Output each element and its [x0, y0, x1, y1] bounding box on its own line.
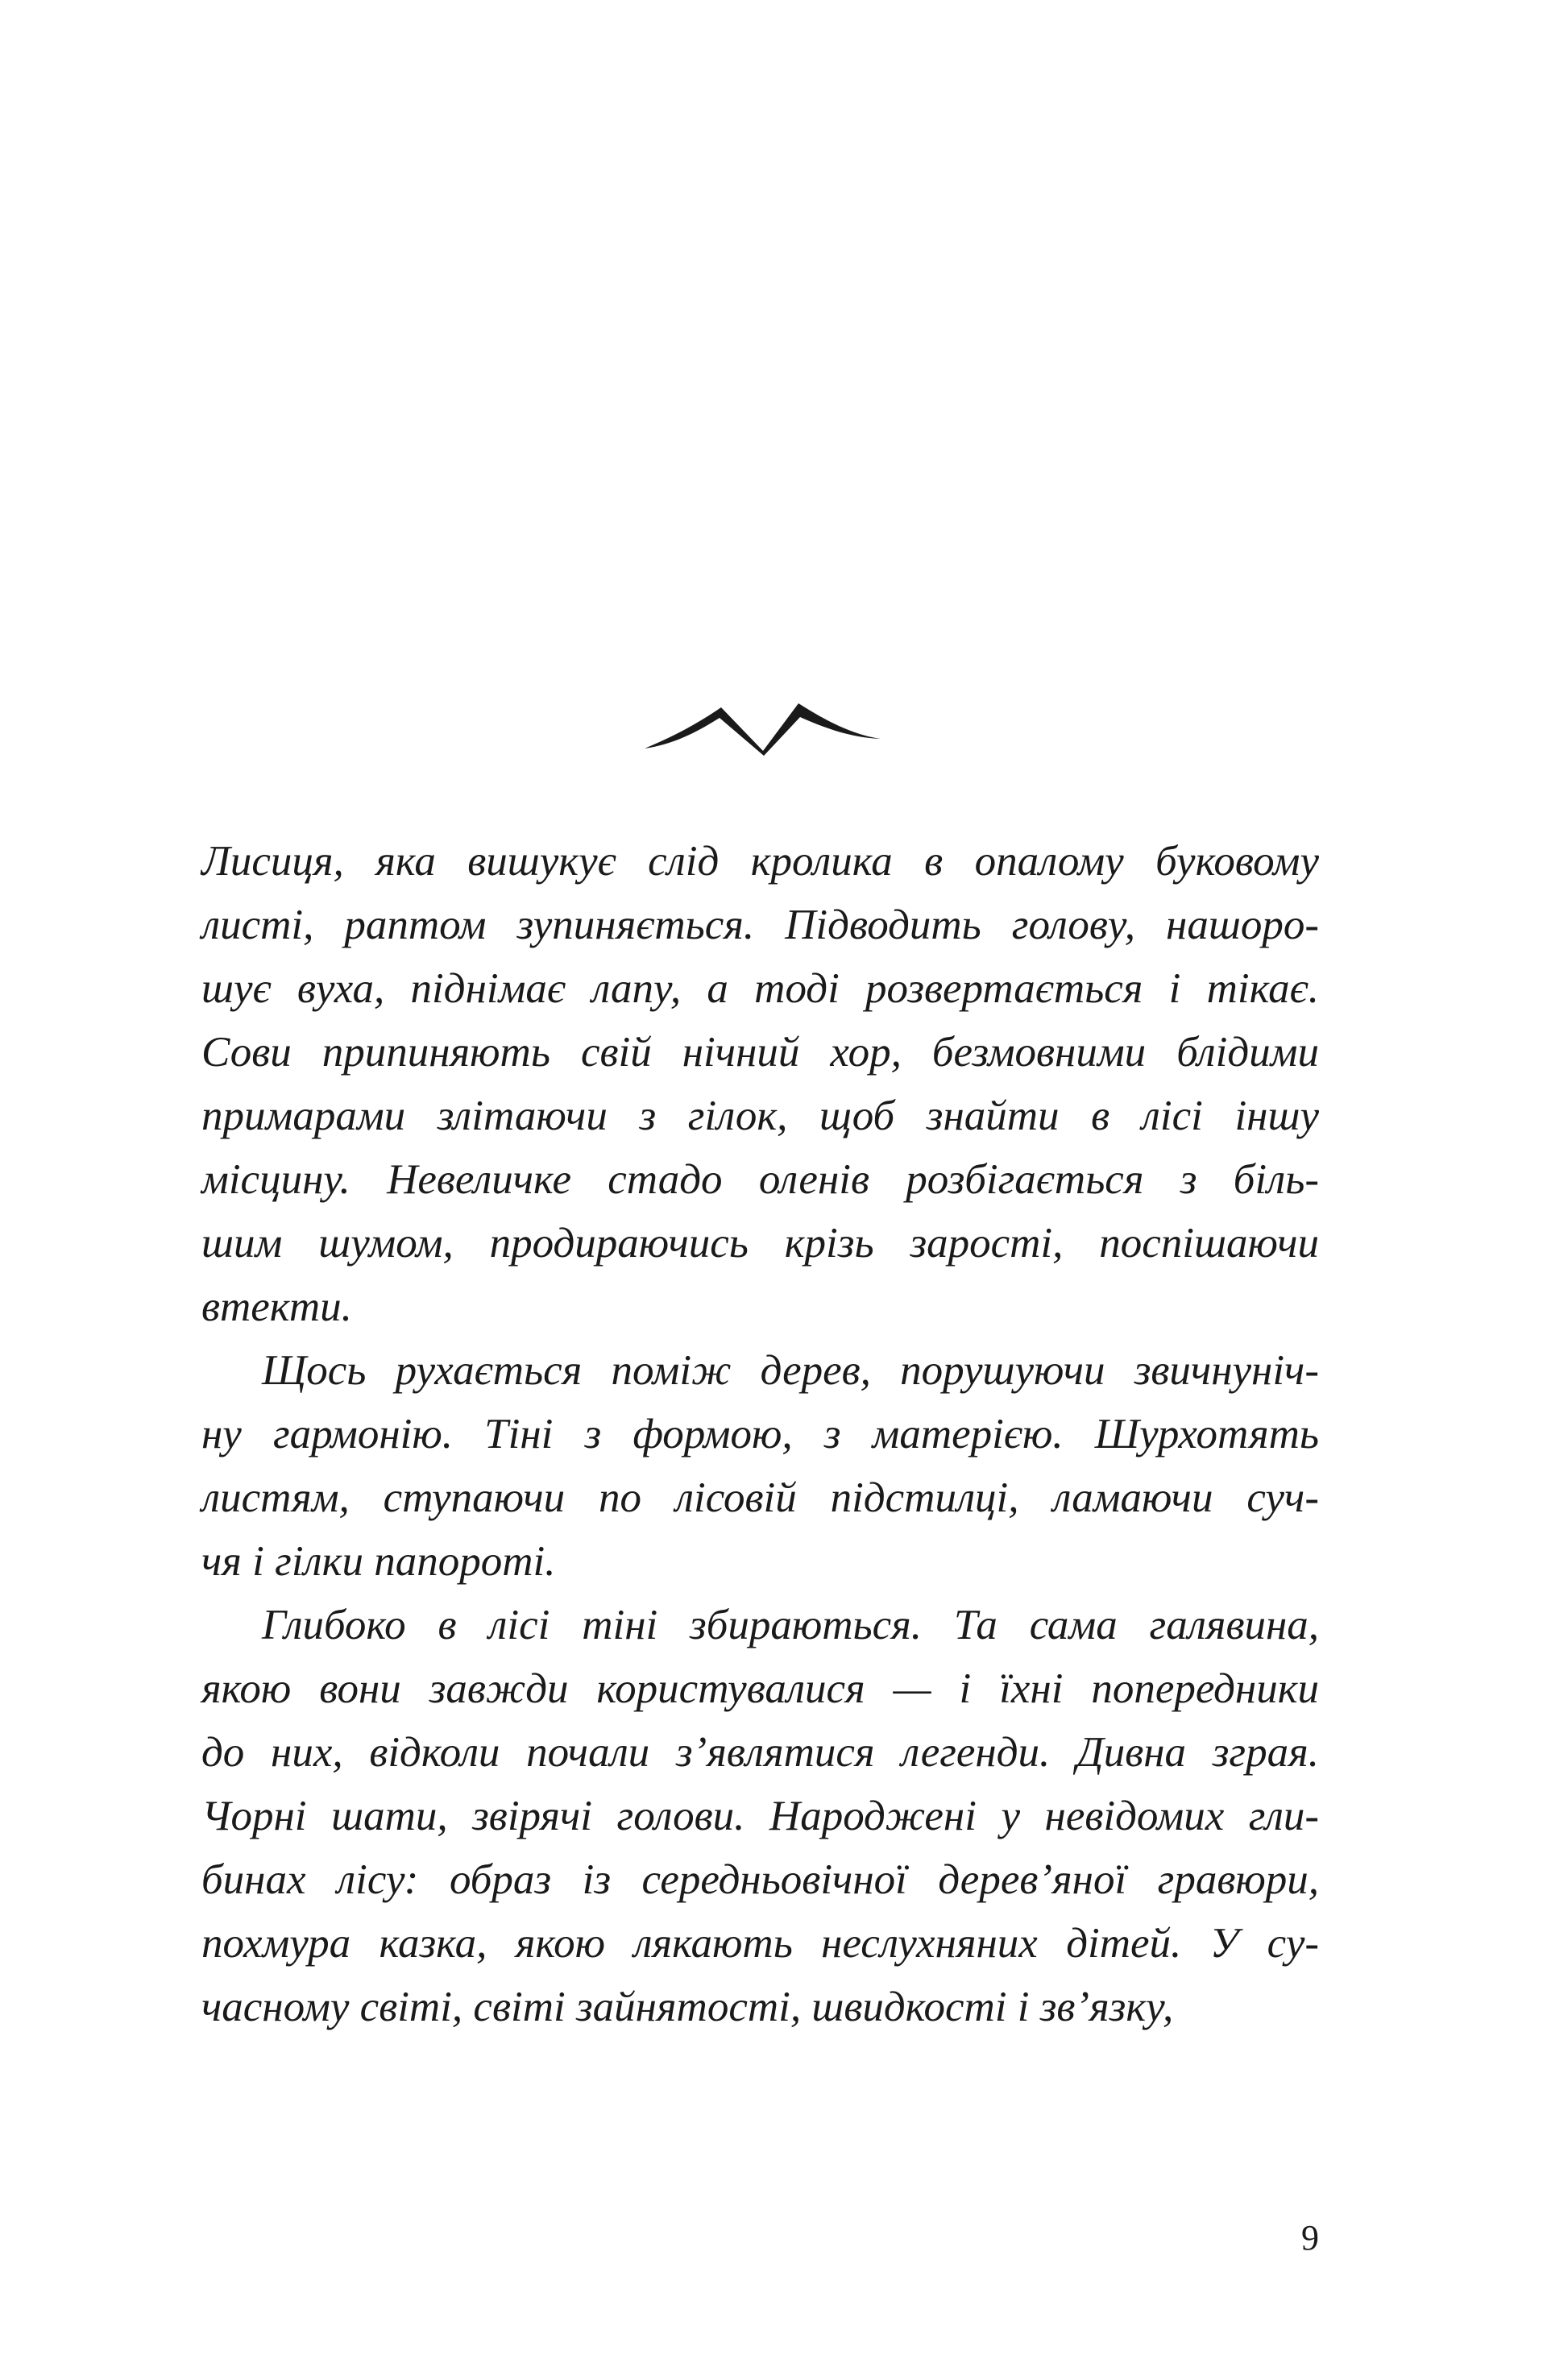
paragraph-line: примарами злітаючи з гілок, щоб знайти в лісі іншу — [201, 1093, 1319, 1139]
paragraph-line: Глибоко в лісі тіні збираються. Та сама галявина, — [262, 1602, 1319, 1648]
body-text — [201, 830, 1319, 2039]
paragraph-line: листі, раптом зупиняється. Підводить голову, нашоро- — [201, 902, 1319, 948]
paragraph-line: бинах лісу: образ із середньовічної дерев’яної гравюри, — [201, 1856, 1319, 1903]
paragraph-line: Сови припиняють свій нічний хор, безмовними блідими — [201, 1029, 1319, 1076]
paragraph-line: ну гармонію. Тіні з формою, з матерією. Шурхотять — [201, 1411, 1319, 1457]
paragraph-line: Чорні шати, звірячі голови. Народжені у невідомих гли- — [201, 1793, 1319, 1839]
paragraph-line: шує вуха, піднімає лапу, а тоді розвертається і тікає. — [201, 965, 1319, 1012]
paragraph-line: похмура казка, якою лякають неслухняних дітей. У су- — [201, 1920, 1319, 1967]
paragraph-line: Щось рухається поміж дерев, порушуючи звичнуніч- — [262, 1347, 1319, 1394]
paragraph-line: до них, відколи почали з’являтися легенди. Дивна зграя. — [201, 1729, 1319, 1776]
paragraph-line: шим шумом, продираючись крізь зарості, поспішаючи — [201, 1220, 1319, 1267]
paragraph-line: втекти. — [201, 1283, 352, 1330]
paragraph-line: чя і гілки папороті. — [201, 1538, 556, 1585]
paragraph-line: листям, ступаючи по лісовій підстилці, ламаючи суч- — [201, 1474, 1319, 1521]
paragraph-line: місцину. Невеличке стадо оленів розбігається з біль- — [201, 1156, 1319, 1203]
page-number: 9 — [1301, 2218, 1319, 2258]
bird-ornament-icon — [641, 698, 885, 756]
paragraph-line: якою вони завжди користувалися — і їхні попередники — [201, 1665, 1319, 1712]
paragraph-line: часному світі, світі зайнятості, швидкості і зв’язку, — [201, 1984, 1174, 2030]
paragraph-line: Лисиця, яка вишукує слід кролика в опалому буковому — [201, 838, 1319, 885]
